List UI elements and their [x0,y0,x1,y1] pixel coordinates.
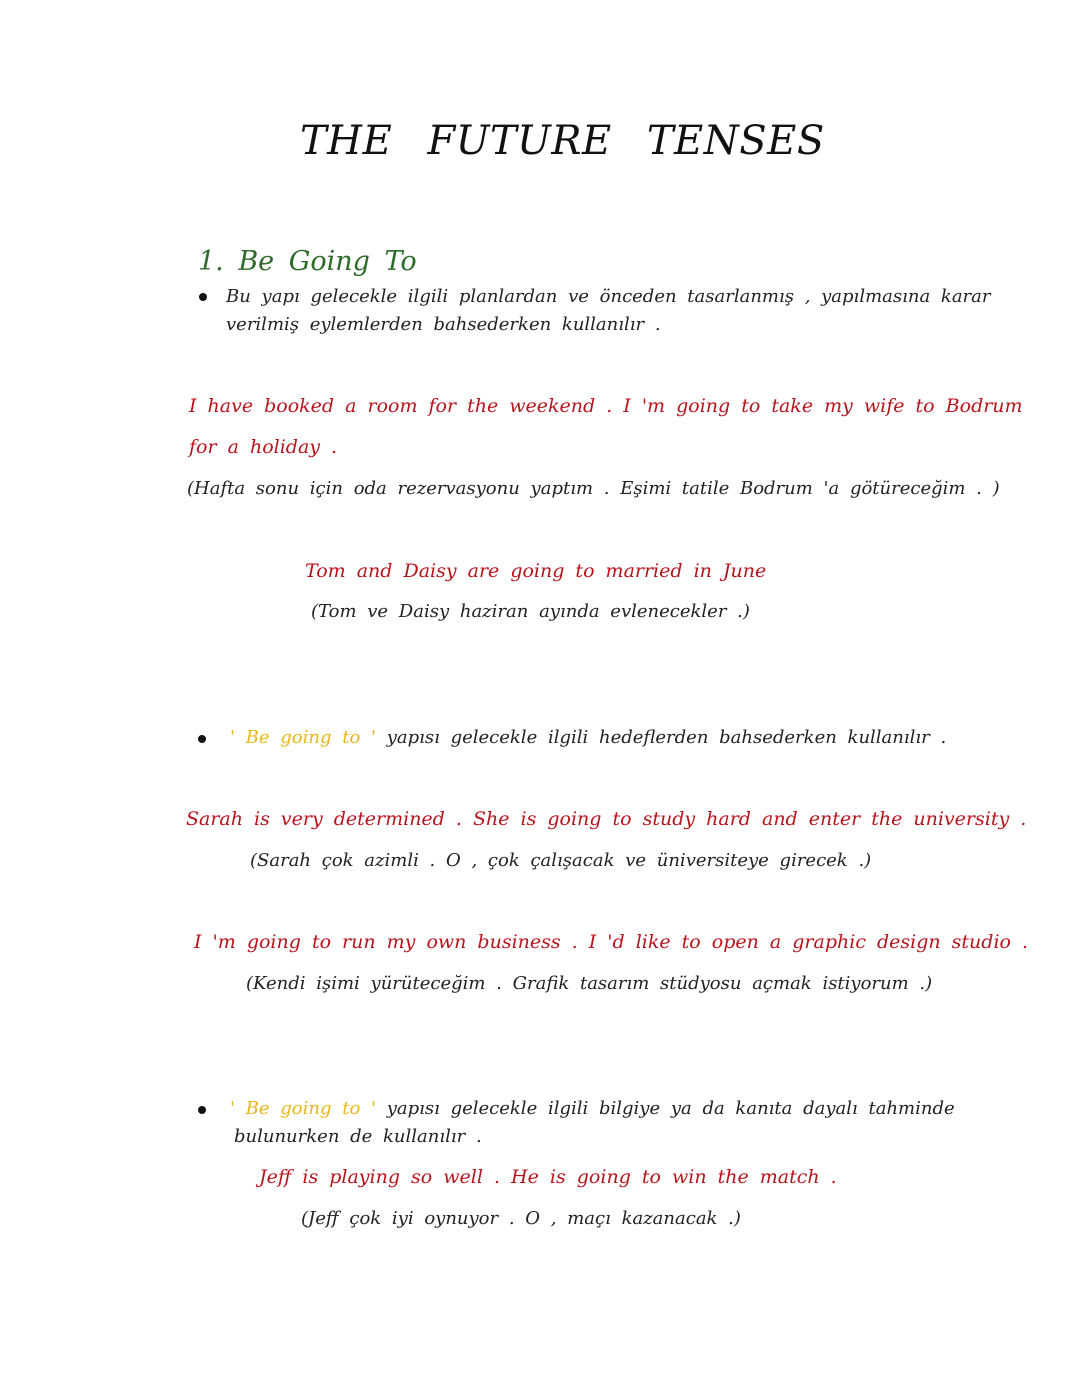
example-5-translation: (Jeff çok iyi oynuyor . O , maçı kazanacak .) [301,1208,741,1229]
example-4-english: I 'm going to run my own business . I 'd like to open a graphic design studio . [194,931,1029,953]
bullet-2-text [230,727,946,748]
bullet-3-rest: yapısı gelecekle ilgili bilgiye ya da kanıta dayalı tahminde [375,1098,955,1119]
bullet-1-line-2: verilmiş eylemlerden bahsederken kullanılır . [226,314,661,335]
example-3-translation: (Sarah çok azimli . O , çok çalışacak ve üniversiteye girecek .) [250,850,872,871]
example-5-english: Jeff is playing so well . He is going to win the match . [259,1166,837,1188]
be-going-to-highlight: ' Be going to ' [230,727,376,748]
bullet-3-line-2: bulunurken de kullanılır . [234,1126,482,1147]
be-going-to-highlight: ' Be going to ' [230,1098,376,1119]
bullet-1-line-1: Bu yapı gelecekle ilgili planlardan ve önceden tasarlanmış , yapılmasına karar [226,286,991,307]
example-4-translation: (Kendi işimi yürüteceğim . Grafik tasarım stüdyosu açmak istiyorum .) [246,973,933,994]
bullet-icon [198,735,206,743]
example-1-english-line-1: I have booked a room for the weekend . I 'm going to take my wife to Bodrum [189,395,1023,417]
section-heading-be-going-to: 1. Be Going To [198,246,417,277]
example-2-english: Tom and Daisy are going to married in June [305,560,767,582]
page-title: THE FUTURE TENSES [300,118,825,164]
example-3-english: Sarah is very determined . She is going to study hard and enter the university . [186,808,1027,830]
example-2-translation: (Tom ve Daisy haziran ayında evlenecekler .) [311,601,750,622]
bullet-2-rest: yapısı gelecekle ilgili hedeflerden bahsederken kullanılır . [375,727,947,748]
bullet-icon [198,1106,206,1114]
bullet-icon [199,293,207,301]
example-1-english-line-2: for a holiday . [189,436,338,458]
bullet-3-line-1 [230,1098,955,1119]
example-1-translation: (Hafta sonu için oda rezervasyonu yaptım . Eşimi tatile Bodrum 'a götüreceğim . ) [187,478,1000,499]
